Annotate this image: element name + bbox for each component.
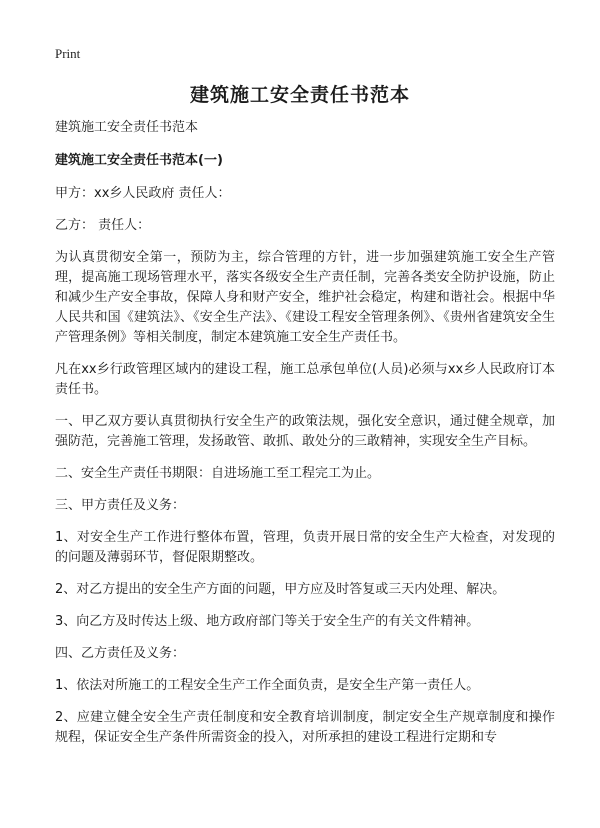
paragraph-clause-4-heading: 四、乙方责任及义务： <box>55 646 186 661</box>
party-b-line: 乙方： 责任人： <box>55 218 151 233</box>
paragraph-clause-4-item-1: 1、依法对所施工的工程安全生产工作全面负责，是安全生产第一责任人。 <box>55 678 480 693</box>
paragraph-clause-1: 一、甲乙双方要认真贯彻执行安全生产的政策法规，强化安全意识，通过健全规章，加强防范，完善施工管理，发扬敢管、敢抓、敢处分的三敢精神，实现安全生产目标。 <box>55 414 555 449</box>
paragraph-clause-3-item-3: 3、向乙方及时传达上级、地方政府部门等关于安全生产的有关文件精神。 <box>55 614 480 629</box>
paragraph-intro: 为认真贯彻安全第一，预防为主，综合管理的方针，进一步加强建筑施工安全生产管理，提高施工现场管理水平，落实各级安全生产责任制，完善各类安全防护设施，防止和减少生产安全事故，保障人身和财产安全，维护社会稳定，构建和谐社会。根据中华人民共和国《建筑法》、《安全生产法》、《建设工程安全管理条例》、《贵州省建筑安全生产管理条例》等相关制度，制定本建筑施工安全生产责任书。 <box>55 250 555 345</box>
document-subtitle: 建筑施工安全责任书范本 <box>55 120 199 135</box>
paragraph-clause-3-heading: 三、甲方责任及义务： <box>55 498 186 513</box>
paragraph-clause-2: 二、安全生产责任书期限：自进场施工至工程完工为止。 <box>55 466 381 481</box>
section-heading: 建筑施工安全责任书范本(一) <box>55 153 223 168</box>
page-title: 建筑施工安全责任书范本 <box>189 84 410 106</box>
paragraph-clause-3-item-1: 1、对安全生产工作进行整体布置，管理，负责开展日常的安全生产大检查，对发现的的问题及薄弱环节，督促限期整改。 <box>55 530 555 565</box>
print-link[interactable]: Print <box>55 46 81 61</box>
paragraph-clause-4-item-2: 2、应建立健全安全生产责任制度和安全教育培训制度，制定安全生产规章制度和操作规程，保证安全生产条件所需资金的投入，对所承担的建设工程进行定期和专 <box>55 710 555 745</box>
document-body <box>55 118 555 760</box>
paragraph-clause-3-item-2: 2、对乙方提出的安全生产方面的问题，甲方应及时答复或三天内处理、解决。 <box>55 582 506 597</box>
paragraph-scope: 凡在xx乡行政管理区域内的建设工程，施工总承包单位(人员)必须与xx乡人民政府订本责任书。 <box>55 362 555 397</box>
party-a-line: 甲方：xx乡人民政府 责任人： <box>55 186 231 201</box>
